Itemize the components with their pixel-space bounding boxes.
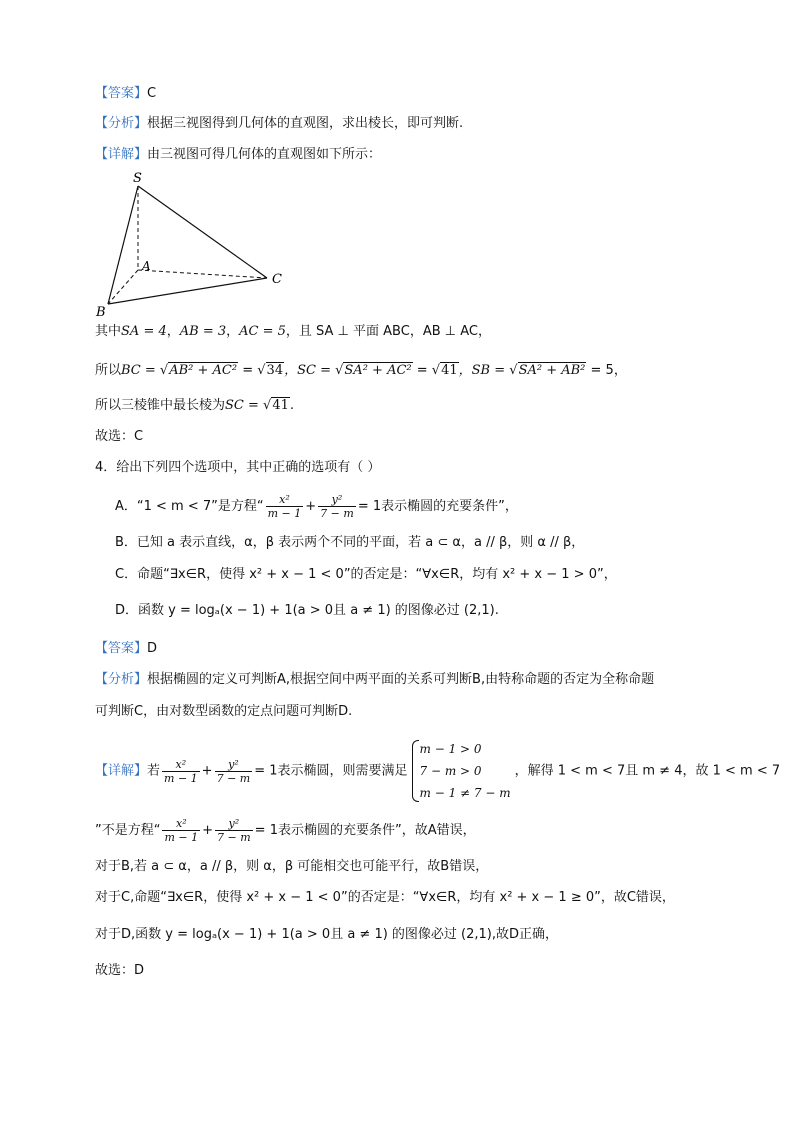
sb-radicand: SA² + AB² [518, 363, 586, 378]
edge-AC [138, 270, 267, 278]
longest-value: 41 [272, 398, 289, 413]
choose-line-2: 故选：D [95, 963, 145, 978]
sc-lhs: ，SC = [284, 363, 336, 378]
question-4: 4．给出下列四个选项中，其中正确的选项有（ ） [95, 460, 381, 475]
detail-2-frac-2: $\frac{\text{y²}}{7 - m}$ [216, 757, 251, 785]
analysis-line-1 [95, 115, 463, 133]
given-line: 其中SA = 4，AB = 3，AC = 5，且 SA ⊥ 平面 ABC，AB ⊥ AC， [95, 324, 491, 339]
analysis-text-2a: 根据椭圆的定义可判断A,根据空间中两平面的关系可判断B,由特称命题的否定为全称命题 [147, 672, 655, 687]
longest-expr: SC = [225, 398, 264, 413]
condition-1: m − 1 > 0 [419, 742, 482, 756]
option-a-plus: + [305, 499, 317, 514]
compute-prefix: 所以 [95, 363, 122, 378]
answer-tag-2: 【答案】 [95, 641, 148, 656]
detail-2-mid: = 1表示椭圆，则需要满足 [254, 763, 408, 779]
detail-tag-2: 【详解】 [95, 763, 148, 779]
detail-2-frac-1: $\frac{\text{x²}}{m - 1}$ [164, 757, 198, 785]
option-b: B．已知 a 表示直线，α，β 表示两个不同的平面，若 a ⊂ α，a // β，则 α // β， [115, 535, 585, 550]
analysis-tag-2: 【分析】 [95, 672, 148, 687]
detail-2-post: ，解得 1 < m < 7且 m ≠ 4，故 1 < m < 7 [514, 763, 781, 779]
given-prefix: 其中 [95, 324, 122, 339]
given-perp: ，且 SA ⊥ 平面 ABC，AB ⊥ AC， [285, 324, 491, 339]
not-condition-frac-2: $\frac{\text{y²}}{7 - m}$ [217, 817, 251, 844]
label-A: A [142, 259, 151, 273]
analysis-line-2a [95, 671, 654, 689]
condition-2: 7 − m > 0 [419, 764, 482, 778]
analysis-line-2b: 可判断C，由对数型函数的定点问题可判断D. [95, 704, 353, 719]
longest-text: 所以三棱锥中最长棱为 [95, 398, 226, 413]
sb-value: = 5， [586, 363, 627, 378]
answer-value: C [147, 86, 157, 101]
bc-eq: = [238, 363, 258, 378]
option-a-pre: A．“1 < m < 7”是方程“ [115, 499, 264, 514]
condition-system [412, 738, 511, 804]
detail-line-1 [95, 146, 381, 164]
sb-lhs: ，SB = [458, 363, 510, 378]
detail-text: 由三视图可得几何体的直观图如下所示： [147, 147, 382, 162]
choose-line-1: 故选：C [95, 429, 144, 444]
sc-eq: = [412, 363, 432, 378]
longest-line: 所以三棱锥中最长棱为SC = √41. [95, 398, 295, 413]
not-condition-line [95, 817, 476, 844]
pyramid-figure [95, 170, 295, 320]
edge-BC [108, 278, 267, 304]
label-C: C [272, 272, 282, 287]
answer-tag: 【答案】 [95, 86, 148, 101]
label-B: B [96, 305, 106, 320]
edge-SC [138, 186, 267, 278]
longest-end: . [289, 398, 295, 413]
answer-line-2 [95, 640, 157, 658]
bc-radicand: AB² + AC² [169, 363, 238, 378]
not-condition-pre: ”不是方程“ [95, 823, 161, 838]
option-d: D．函数 y = logₐ(x − 1) + 1(a > 0且 a ≠ 1) 的图像必过 (2,1). [115, 603, 499, 618]
option-c: C．命题“∃x∈R，使得 x² + x − 1 < 0”的否定是：“∀x∈R，均有 x² + x − 1 > 0”， [115, 567, 617, 582]
detail-2-plus: + [201, 763, 213, 779]
detail-tag: 【详解】 [95, 147, 148, 162]
option-a-post: = 1表示椭圆的充要条件”， [357, 499, 518, 514]
option-a [115, 493, 518, 520]
answer-line-1 [95, 85, 156, 103]
not-condition-post: = 1表示椭圆的充要条件”，故A错误， [254, 823, 476, 838]
detail-2-pre: 若 [147, 763, 161, 779]
not-condition-plus: + [202, 823, 214, 838]
compute-line: 所以BC = √AB² + AC² = √34，SC = √SA² + AC² = √41，SB = √SA² + AB² = 5， [95, 363, 627, 378]
label-S: S [133, 171, 142, 186]
given-ac: AC = 5 [239, 324, 286, 339]
sc-radicand: SA² + AC² [344, 363, 412, 378]
answer-value-2: D [147, 641, 158, 656]
option-a-frac-2: $\frac{\text{y²}}{7 - m}$ [320, 493, 354, 520]
detail-line-2 [95, 738, 780, 804]
not-condition-frac-1: $\frac{\text{x²}}{m - 1}$ [164, 817, 199, 844]
analysis-tag: 【分析】 [95, 116, 148, 131]
option-a-frac-1: $\frac{\text{x²}}{m - 1}$ [267, 493, 302, 520]
given-sa: SA = 4 [121, 324, 167, 339]
given-ab: AB = 3 [179, 324, 227, 339]
bc-value: 34 [266, 363, 284, 378]
for-b-line: 对于B,若 a ⊂ α，a // β，则 α，β 可能相交也可能平行，故B错误， [95, 859, 489, 874]
sc-value: 41 [441, 363, 458, 378]
analysis-text: 根据三视图得到几何体的直观图，求出棱长，即可判断. [147, 116, 464, 131]
for-d-line: 对于D,函数 y = logₐ(x − 1) + 1(a > 0且 a ≠ 1) 的图像必过 (2,1),故D正确， [95, 927, 559, 942]
condition-3: m − 1 ≠ 7 − m [419, 786, 511, 800]
for-c-line: 对于C,命题“∃x∈R，使得 x² + x − 1 < 0”的否定是：“∀x∈R，均有 x² + x − 1 ≥ 0”，故C错误， [95, 890, 675, 905]
bc-lhs: BC = [121, 363, 160, 378]
